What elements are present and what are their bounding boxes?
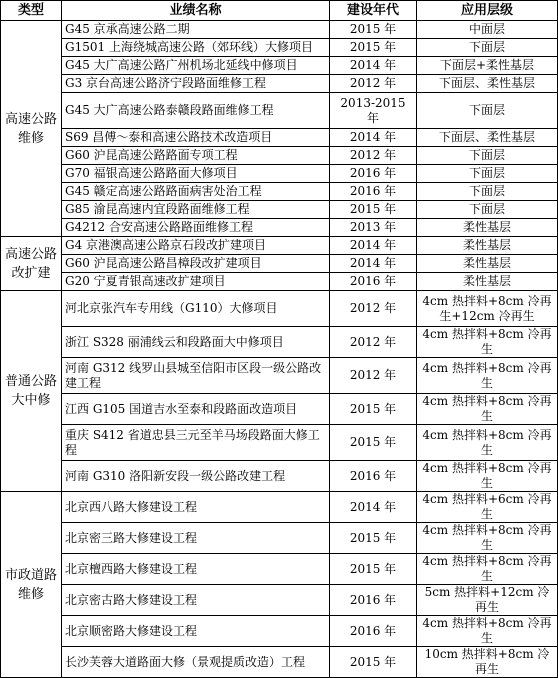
project-layer: 中面层 (417, 21, 558, 39)
project-layer: 柔性基层 (417, 219, 558, 237)
category-cell: 高速公路维修 (1, 21, 62, 237)
project-year: 2013-2015 年 (330, 93, 417, 129)
project-name: 重庆 S412 省道忠县三元至羊马场段路面大修工程 (62, 425, 330, 461)
table-row (1, 237, 558, 255)
project-layer: 4cm 热拌料+6cm 冷再生 (417, 492, 558, 523)
project-layer: 下面层 (417, 165, 558, 183)
table-row (1, 291, 558, 327)
project-layer: 4cm 热拌料+8cm 冷再生+12cm 冷再生 (417, 291, 558, 327)
project-layer: 4cm 热拌料+8cm 冷再生 (417, 394, 558, 425)
table-row (1, 255, 558, 273)
table-row (1, 461, 558, 492)
project-year: 2012 年 (330, 358, 417, 394)
table-row (1, 165, 558, 183)
project-year: 2016 年 (330, 273, 417, 291)
project-layer: 下面层、柔性基层 (417, 129, 558, 147)
project-name: 江西 G105 国道吉水至泰和段路面改造项目 (62, 394, 330, 425)
project-name: 北京密三路大修建设工程 (62, 523, 330, 554)
table-row (1, 201, 558, 219)
project-layer: 柔性基层 (417, 273, 558, 291)
project-name: S69 昌傅～泰和高速公路技术改造项目 (62, 129, 330, 147)
project-year: 2015 年 (330, 523, 417, 554)
table-row (1, 219, 558, 237)
project-layer: 柔性基层 (417, 255, 558, 273)
table-row (1, 394, 558, 425)
project-year: 2014 年 (330, 492, 417, 523)
project-name: G4212 合安高速公路路面维修工程 (62, 219, 330, 237)
project-name: G45 赣定高速公路路面病害处治工程 (62, 183, 330, 201)
project-name: 北京密古路大修建设工程 (62, 585, 330, 616)
project-year: 2016 年 (330, 165, 417, 183)
project-layer: 柔性基层 (417, 237, 558, 255)
project-year: 2016 年 (330, 183, 417, 201)
project-name: G70 福银高速公路路面大修项目 (62, 165, 330, 183)
project-year: 2015 年 (330, 201, 417, 219)
project-layer: 下面层 (417, 39, 558, 57)
project-layer: 下面层 (417, 147, 558, 165)
table-row (1, 523, 558, 554)
table-row (1, 21, 558, 39)
project-layer: 下面层 (417, 93, 558, 129)
project-name: G45 大广高速公路泰赣段路面维修工程 (62, 93, 330, 129)
header-year: 建设年代 (330, 1, 417, 21)
project-name: G4 京港澳高速公路京石段改扩建项目 (62, 237, 330, 255)
table-row (1, 57, 558, 75)
project-name: 北京西八路大修建设工程 (62, 492, 330, 523)
table-row (1, 585, 558, 616)
project-name: 长沙芙蓉大道路面大修（景观提质改造）工程 (62, 647, 330, 678)
project-year: 2012 年 (330, 327, 417, 358)
project-year: 2013 年 (330, 219, 417, 237)
project-year: 2015 年 (330, 21, 417, 39)
project-year: 2014 年 (330, 255, 417, 273)
project-year: 2012 年 (330, 75, 417, 93)
table-row (1, 616, 558, 647)
header-name: 业绩名称 (62, 1, 330, 21)
project-year: 2015 年 (330, 554, 417, 585)
project-layer: 4cm 热拌料+8cm 冷再生 (417, 358, 558, 394)
project-year: 2014 年 (330, 57, 417, 75)
project-name: G60 沪昆高速公路昌樟段改扩建项目 (62, 255, 330, 273)
project-layer: 下面层 (417, 183, 558, 201)
project-name: 河南 G312 线罗山县城至信阳市区段一级公路改建工程 (62, 358, 330, 394)
project-name: G20 宁夏青银高速改扩建项目 (62, 273, 330, 291)
project-name: 北京顺密路大修建设工程 (62, 616, 330, 647)
project-year: 2014 年 (330, 237, 417, 255)
project-name: 浙江 S328 丽浦线云和段路面大中修项目 (62, 327, 330, 358)
project-year: 2015 年 (330, 394, 417, 425)
project-year: 2014 年 (330, 129, 417, 147)
project-name: G85 渝昆高速内宜段路面维修工程 (62, 201, 330, 219)
project-name: G45 京承高速公路二期 (62, 21, 330, 39)
project-name: 河南 G310 洛阳新安段一级公路改建工程 (62, 461, 330, 492)
table-row (1, 647, 558, 678)
category-cell: 高速公路改扩建 (1, 237, 62, 291)
table-row (1, 39, 558, 57)
project-year: 2016 年 (330, 461, 417, 492)
category-cell: 市政道路维修 (1, 492, 62, 678)
table-row (1, 93, 558, 129)
project-layer: 4cm 热拌料+8cm 冷再生 (417, 425, 558, 461)
project-layer: 5cm 热拌料+12cm 冷再生 (417, 585, 558, 616)
project-name: G3 京台高速公路济宁段路面维修工程 (62, 75, 330, 93)
table-row (1, 358, 558, 394)
table-row (1, 327, 558, 358)
table-row (1, 147, 558, 165)
project-layer: 4cm 热拌料+8cm 冷再生 (417, 523, 558, 554)
table-row (1, 129, 558, 147)
project-layer: 10cm 热拌料+8cm 冷再生 (417, 647, 558, 678)
project-year: 2016 年 (330, 616, 417, 647)
project-layer: 下面层 (417, 201, 558, 219)
table-row (1, 492, 558, 523)
table-row (1, 183, 558, 201)
table-row (1, 554, 558, 585)
table-row (1, 273, 558, 291)
project-name: G1501 上海绕城高速公路（郊环线）大修项目 (62, 39, 330, 57)
project-year: 2015 年 (330, 39, 417, 57)
project-year: 2012 年 (330, 147, 417, 165)
project-layer: 4cm 热拌料+8cm 冷再生 (417, 327, 558, 358)
project-name: G45 大广高速公路广州机场北延线中修项目 (62, 57, 330, 75)
project-year: 2012 年 (330, 291, 417, 327)
project-layer: 4cm 热拌料+8cm 冷再生 (417, 461, 558, 492)
project-year: 2016 年 (330, 585, 417, 616)
project-name: 北京檀西路大修建设工程 (62, 554, 330, 585)
project-year: 2015 年 (330, 425, 417, 461)
table-row (1, 75, 558, 93)
project-layer: 4cm 热拌料+8cm 冷再生 (417, 616, 558, 647)
header-category: 类型 (1, 1, 62, 21)
header-layer: 应用层级 (417, 1, 558, 21)
project-layer: 下面层+柔性基层 (417, 57, 558, 75)
project-name: 河北京张汽车专用线（G110）大修项目 (62, 291, 330, 327)
project-layer: 4cm 热拌料+8cm 冷再生 (417, 554, 558, 585)
project-name: G60 沪昆高速公路路面专项工程 (62, 147, 330, 165)
category-cell: 普通公路大中修 (1, 291, 62, 492)
table-row (1, 425, 558, 461)
project-year: 2015 年 (330, 647, 417, 678)
project-layer: 下面层、柔性基层 (417, 75, 558, 93)
